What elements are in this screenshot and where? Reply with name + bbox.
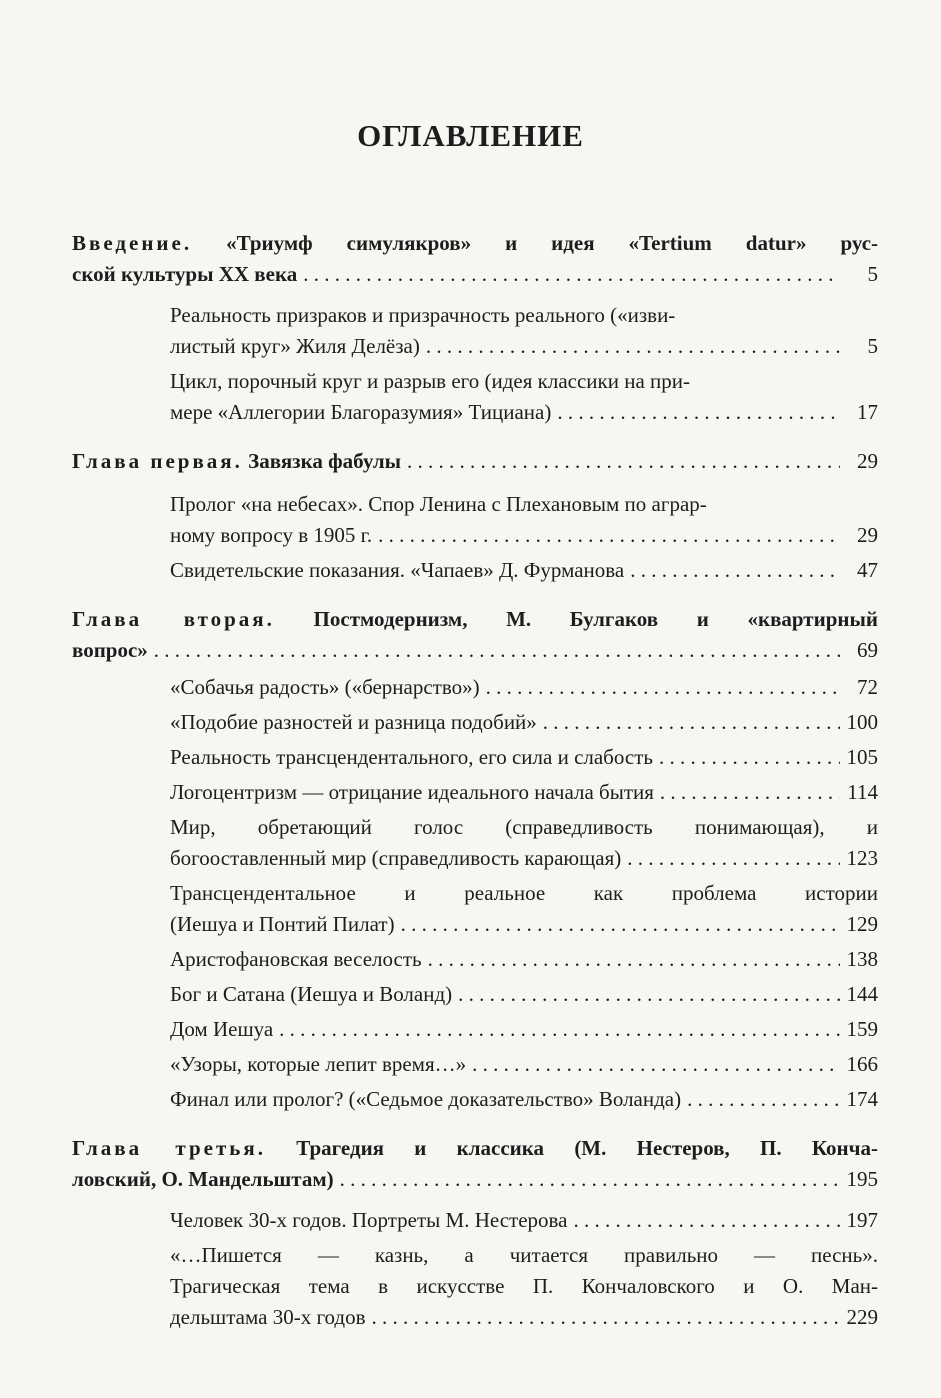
toc-entry-intro-sub-2 <box>170 366 878 428</box>
page-number: 47 <box>857 558 878 582</box>
page-number: 72 <box>857 675 878 699</box>
toc-entry-chapter-2-sub-11 <box>170 1084 878 1115</box>
toc-entry-intro-sub-1 <box>170 300 878 362</box>
page-number: 17 <box>857 400 878 424</box>
dot-leader <box>154 635 840 666</box>
toc-entry-chapter-2-sub-6 <box>170 878 878 940</box>
toc-entry-chapter-2 <box>72 604 878 666</box>
entry-text-cont: вопрос» <box>72 638 148 662</box>
page-number: 114 <box>847 780 878 804</box>
page-number: 138 <box>846 947 878 971</box>
page-number: 5 <box>867 262 878 286</box>
dot-leader <box>486 672 840 703</box>
dot-leader <box>428 944 840 975</box>
dot-leader <box>426 331 840 362</box>
chapter-label: Глава третья. <box>72 1136 266 1160</box>
entry-text: Цикл, порочный круг и разрыв его (идея классики на при- <box>170 369 691 393</box>
page-number: 174 <box>846 1087 878 1111</box>
entry-text-cont: ному вопросу в 1905 г. <box>170 523 373 547</box>
entry-text: Бог и Сатана (Иешуа и Воланд) <box>170 982 453 1006</box>
toc-entry-chapter-1-sub-1 <box>170 489 878 551</box>
toc-entry-chapter-1-sub-2 <box>170 555 878 586</box>
page-number: 5 <box>867 334 878 358</box>
dot-leader <box>458 979 840 1010</box>
entry-text: Реальность призраков и призрачность реального («изви- <box>170 303 676 327</box>
entry-text: «Собачья радость» («бернарство») <box>170 675 480 699</box>
entry-text: Трагедия и классика (М. Нестеров, П. Конча- <box>296 1136 878 1160</box>
toc-entry-chapter-2-sub-3 <box>170 742 878 773</box>
toc-entry-chapter-3-sub-2 <box>170 1240 878 1333</box>
entry-text: Логоцентризм — отрицание идеального начала бытия <box>170 780 654 804</box>
entry-text: Постмодернизм, М. Булгаков и «квартирный <box>313 607 878 631</box>
table-of-contents <box>72 228 878 1333</box>
dot-leader <box>378 520 840 551</box>
page-number: 69 <box>857 638 878 662</box>
dot-leader <box>659 742 840 773</box>
chapter-label: Глава первая. <box>72 449 243 473</box>
entry-text: «…Пишется — казнь, а читается правильно — песнь». <box>170 1243 878 1267</box>
entry-text: Аристофановская веселость <box>170 947 422 971</box>
page-number: 229 <box>846 1305 878 1329</box>
entry-text-cont: ловский, О. Мандельштам) <box>72 1167 334 1191</box>
entry-text-cont: мере «Аллегории Благоразумия» Тициана) <box>170 400 552 424</box>
entry-text: Реальность трансцендентального, его сила и слабость <box>170 745 653 769</box>
dot-leader <box>472 1049 840 1080</box>
page-title: ОГЛАВЛЕНИЕ <box>357 118 584 153</box>
toc-entry-chapter-3-sub-1 <box>170 1205 878 1236</box>
page-number: 100 <box>846 710 878 734</box>
page-number: 144 <box>846 982 878 1006</box>
dot-leader <box>627 843 840 874</box>
entry-text: Человек 30-х годов. Портреты М. Нестерова <box>170 1208 568 1232</box>
entry-text: Пролог «на небесах». Спор Ленина с Плехановым по аграр- <box>170 492 707 516</box>
toc-entry-chapter-2-sub-1 <box>170 672 878 703</box>
toc-entry-chapter-2-sub-5 <box>170 812 878 874</box>
entry-text: Финал или пролог? («Седьмое доказательство» Воланда) <box>170 1087 682 1111</box>
entry-text: Завязка фабулы <box>248 449 402 473</box>
entry-text-cont: ской культуры XX века <box>72 262 298 286</box>
chapter-label: Глава вторая. <box>72 607 275 631</box>
toc-entry-intro <box>72 228 878 290</box>
toc-entry-chapter-2-sub-7 <box>170 944 878 975</box>
page-number: 197 <box>846 1208 878 1232</box>
toc-entry-chapter-2-sub-8 <box>170 979 878 1010</box>
entry-text-cont: дельштама 30-х годов <box>170 1305 366 1329</box>
dot-leader <box>557 397 840 428</box>
dot-leader <box>573 1205 840 1236</box>
toc-entry-chapter-2-sub-9 <box>170 1014 878 1045</box>
toc-entry-chapter-3 <box>72 1133 878 1195</box>
entry-text: Трансцендентальное и реальное как проблема истории <box>170 881 878 905</box>
dot-leader <box>660 777 840 808</box>
entry-text: «Подобие разностей и разница подобий» <box>170 710 537 734</box>
toc-entry-chapter-2-sub-10 <box>170 1049 878 1080</box>
page-number: 195 <box>846 1167 878 1191</box>
dot-leader <box>340 1164 840 1195</box>
toc-entry-chapter-2-sub-2 <box>170 707 878 738</box>
page-number: 129 <box>846 912 878 936</box>
entry-text: Мир, обретающий голос (справедливость понимающая), и <box>170 815 878 839</box>
page-number: 166 <box>846 1052 878 1076</box>
entry-text: «Триумф симулякров» и идея «Tertium datur» рус- <box>226 231 879 255</box>
entry-text-cont: богооставленный мир (справедливость карающая) <box>170 846 622 870</box>
dot-leader <box>687 1084 840 1115</box>
entry-text: Свидетельские показания. «Чапаев» Д. Фурманова <box>170 558 625 582</box>
page-number: 159 <box>846 1017 878 1041</box>
dot-leader <box>303 259 840 290</box>
page-number: 29 <box>857 449 878 473</box>
page-number: 29 <box>857 523 878 547</box>
chapter-label: Введение. <box>72 231 193 255</box>
dot-leader <box>279 1014 840 1045</box>
dot-leader <box>543 707 840 738</box>
page-number: 123 <box>846 846 878 870</box>
entry-text-cont: (Иешуа и Понтий Пилат) <box>170 912 395 936</box>
entry-text-cont: Трагическая тема в искусстве П. Кончаловского и О. Ман- <box>170 1274 878 1298</box>
entry-text-cont: листый круг» Жиля Делёза) <box>170 334 420 358</box>
toc-entry-chapter-2-sub-4 <box>170 777 878 808</box>
dot-leader <box>407 446 840 477</box>
entry-text: Дом Иешуа <box>170 1017 274 1041</box>
page-number: 105 <box>846 745 878 769</box>
entry-text: «Узоры, которые лепит время…» <box>170 1052 467 1076</box>
dot-leader <box>372 1302 840 1333</box>
dot-leader <box>630 555 840 586</box>
toc-entry-chapter-1 <box>72 446 878 477</box>
dot-leader <box>401 909 840 940</box>
